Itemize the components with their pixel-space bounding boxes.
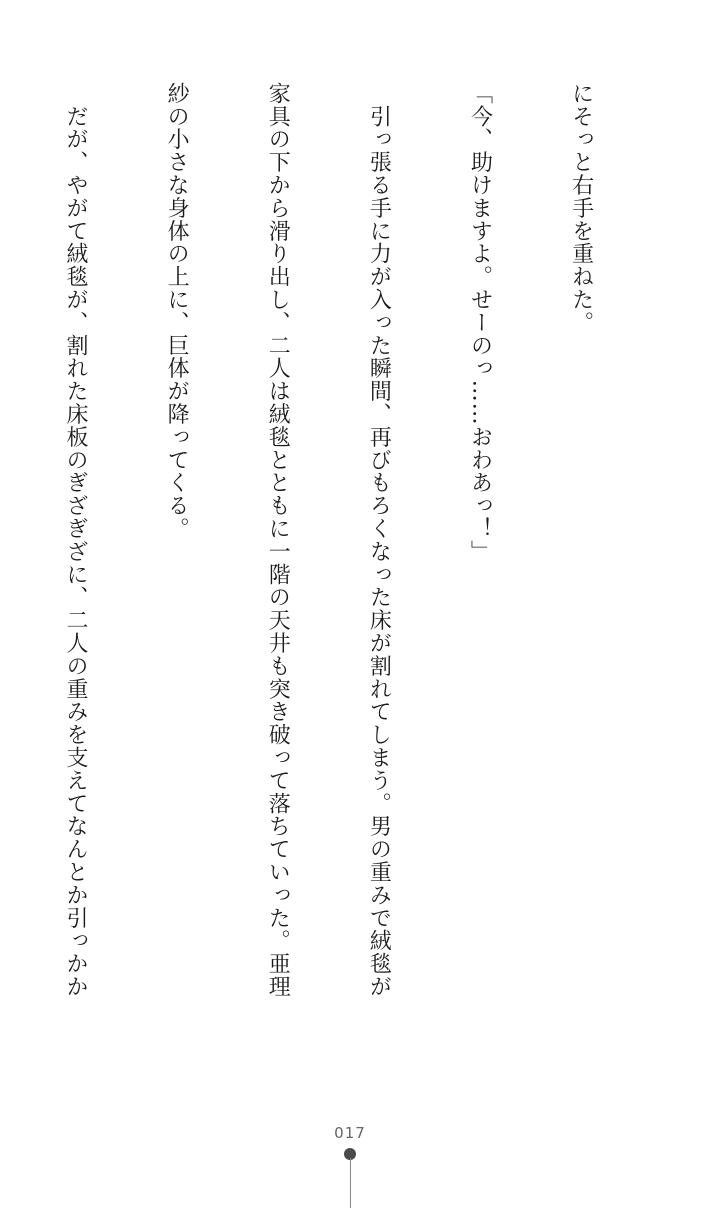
page-marker-ornament xyxy=(343,1148,357,1208)
text-line: にそっと右手を重ねた。 xyxy=(568,82,594,334)
text-line: 「今、助けますよ。せーのっ……おわあっ！」 xyxy=(467,82,493,563)
text-line: 引っ張る手に力が入った瞬間、再びもろくなった床が割れてしまう。男の重みで絨毯が xyxy=(366,82,392,998)
body-text xyxy=(63,82,665,1082)
text-line: 家具の下から滑り出し、二人は絨毯とともに一階の天井も突き破って落ちていった。亜理 xyxy=(265,82,291,998)
page-number: 017 xyxy=(334,1124,366,1142)
text-line: だが、やがて絨毯が、割れた床板のぎざぎざに、二人の重みを支えてなんとか引っかか xyxy=(63,82,89,998)
page-marker-line xyxy=(350,1158,351,1208)
text-line: 紗の小さな身体の上に、巨体が降ってくる。 xyxy=(164,82,190,540)
